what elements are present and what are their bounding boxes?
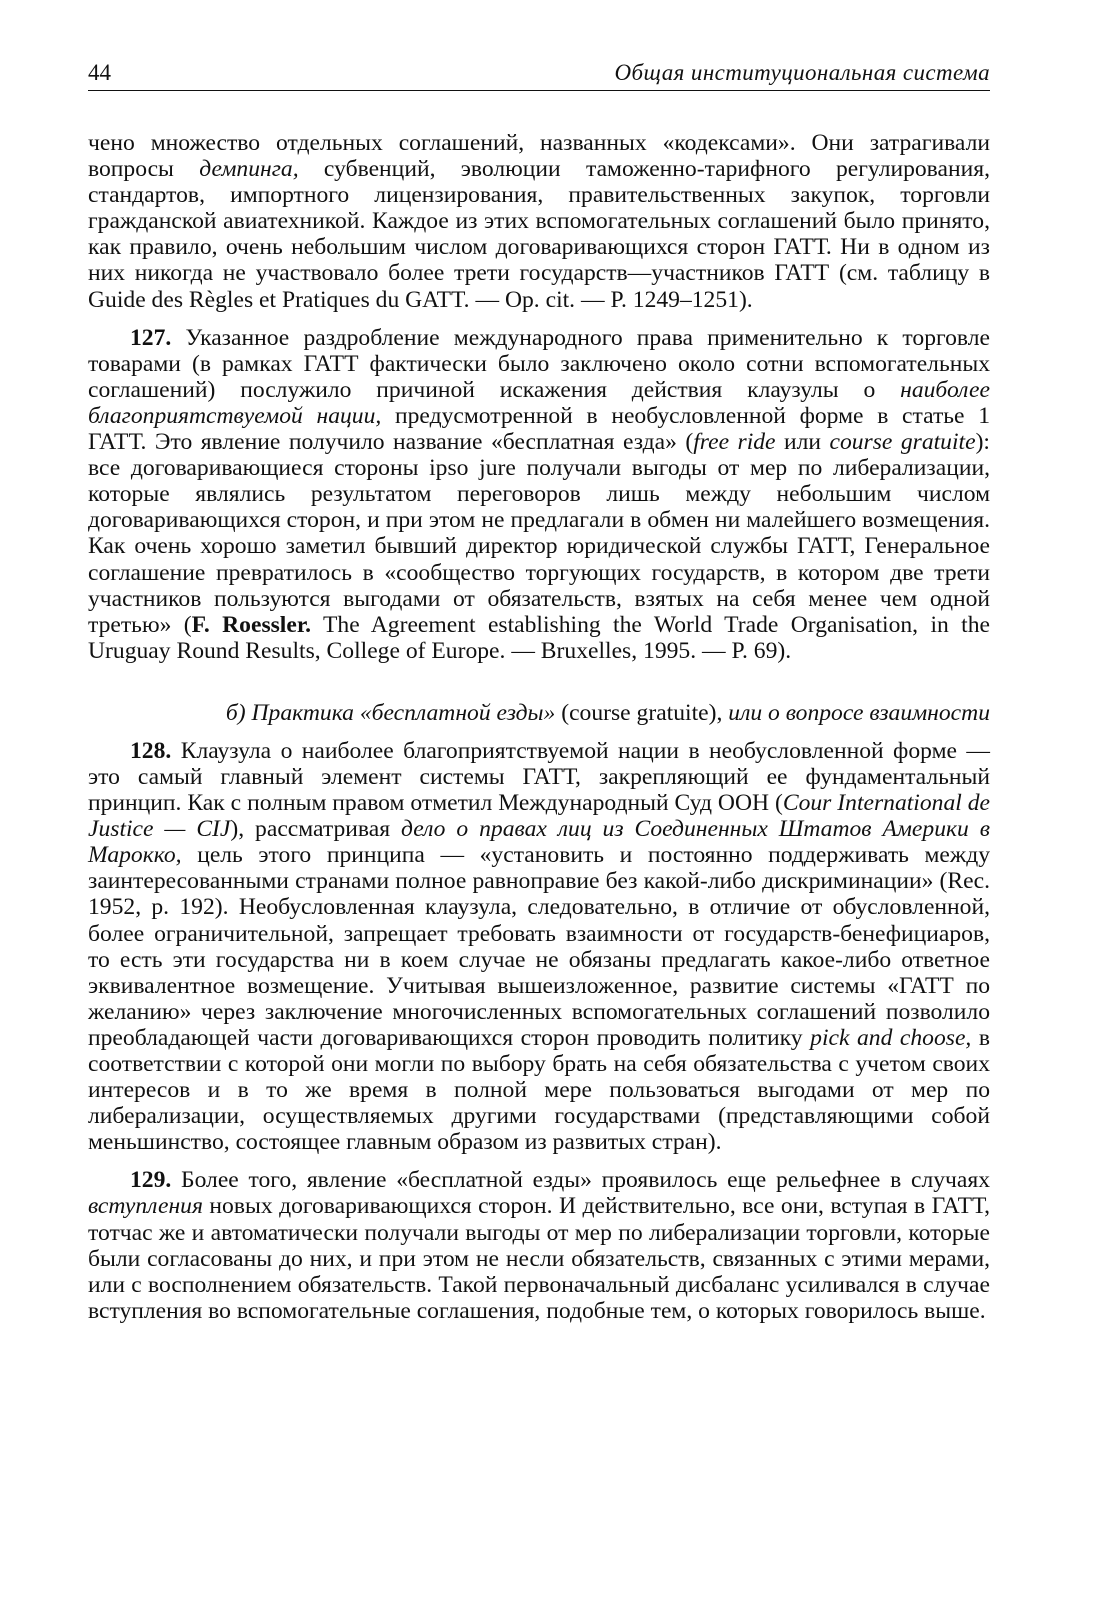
italic-term: дело о правах лиц из Соединенных Штатов Америки в Марокко,: [88, 816, 990, 869]
page-number: 44: [88, 60, 111, 85]
text-run: в соответствии с которой они могли по выбору брать на себя обязательства с учетом своих интересов и в то же время в полной мере пользоваться выгодами от мер по либерализации, осуществляемых другими государствами (представляющими собой меньшинство, состоящее главным образом из развитых стран).: [88, 1024, 990, 1156]
text-run: Более того, явление «бесплатной езды» проявилось еще рельефнее в случаях: [171, 1167, 990, 1194]
heading-text: (course gratuite),: [555, 699, 729, 726]
text-run: субвенций, эволюции таможенно-тарифного регулирования, стандартов, импортного лицензирования, правительственных закупок, торговли гражданской авиатехникой. Каждое из этих вспомогательных соглашений было принято, как правило, очень небольшим числом договаривающихся сторон ГАТТ. Ни в одном из них никогда не участвовало более трети государств—участников ГАТТ (см. таблицу в Guide des Règles et Pratiques du GATT. — Op. cit. — P. 1249–1251).: [88, 156, 990, 313]
italic-term: Cour International de Justice — CIJ: [88, 790, 991, 843]
italic-term: демпинга,: [199, 156, 299, 183]
text-run: Указанное раздробление международного права применительно к торговле товарами (в рамках ГАТТ фактически было заключено около сотни вспомогательных соглашений) послужило причиной искажения действия клаузулы о: [88, 324, 990, 403]
paragraph-127: [88, 325, 990, 664]
italic-term: free ride: [693, 429, 776, 456]
italic-term: наиболее благоприятствуемой нации,: [88, 376, 990, 429]
heading-italic: б) Практика «бесплатной езды»: [225, 699, 556, 726]
text-run: новых договаривающихся сторон. И действительно, все они, вступая в ГАТТ, тотчас же и автоматически получали выгоды от мер по либерализации торговли, которые были согласованы до них, и при этом не несли обязательств, связанных с этими мерами, или с восполнением обязательств. Такой первоначальный дисбаланс усиливался в случае вступления во вспомогательные соглашения, подобные тем, о которых говорилось выше.: [88, 1193, 990, 1324]
heading-italic: или о вопросе взаимности: [728, 699, 990, 726]
italic-term: вступления: [88, 1193, 203, 1220]
text-run: Клаузула о наиболее благоприятствуемой нации в необусловленной форме — это самый главный элемент системы ГАТТ, закрепляющий ее фундаментальный принцип. Как с полным правом отметил Международный Суд ООН (: [88, 737, 990, 817]
text-run: чено множество отдельных соглашений, названных «кодексами». Они затрагивали вопросы: [88, 130, 990, 183]
paragraph-continued: [88, 130, 990, 313]
author-name: F. Roessler.: [191, 611, 312, 638]
italic-term: pick and choose,: [810, 1024, 972, 1051]
paragraph-number: 129.: [130, 1167, 172, 1194]
text-run: ): все договаривающиеся стороны ipso jure получали выгоды от мер по либерализации, которые являлись результатом переговоров лишь между небольшим числом договаривающихся сторон, и при этом не предлагали в обмен ни малейшего возмещения. Как очень хорошо заметил бывший директор юридической службы ГАТТ, Генеральное соглашение превратилось в «сообщество торгующих государств, в котором две трети участников пользуются выгодами от обязательств, взятых на себя менее чем одной третью» (: [88, 429, 990, 638]
paragraph-number: 128.: [130, 737, 172, 764]
text-run: предусмотренной в необусловленной форме в статье 1 ГАТТ. Это явление получило название «бесплатная езда» (: [88, 402, 990, 456]
section-heading: [88, 700, 990, 726]
text-run: цель этого принципа — «установить и постоянно поддерживать между заинтересованными странами полное равноправие без какой-либо дискриминации» (Rec. 1952, p. 192). Необусловленная клаузула, следовательно, в отличие от обусловленной, более ограничительной, запрещает требовать взаимности от государств-бенефициаров, то есть эти государства ни в коем случае не обязаны предлагать какое-либо ответное эквивалентное возмещение. Учитывая вышеизложенное, развитие системы «ГАТТ по желанию» через заключение многочисленных вспомогательных соглашений позволило преобладающей части договаривающихся сторон проводить политику: [88, 842, 990, 1051]
italic-term: course gratuite: [829, 429, 976, 456]
paragraph-129: [88, 1167, 990, 1324]
paragraph-number: 127.: [130, 324, 172, 351]
paragraph-128: [88, 738, 990, 1156]
book-page: [88, 58, 990, 1324]
text-run: ), рассматривая: [230, 816, 401, 843]
running-header: [88, 58, 990, 91]
running-title: Общая институциональная система: [614, 60, 990, 85]
text-run: или: [775, 429, 830, 456]
text-run: The Agreement establishing the World Trade Organisation, in the Uruguay Round Results, College of Europe. — Bruxelles, 1995. — P. 69).: [88, 611, 991, 664]
page-body: [88, 130, 990, 1324]
